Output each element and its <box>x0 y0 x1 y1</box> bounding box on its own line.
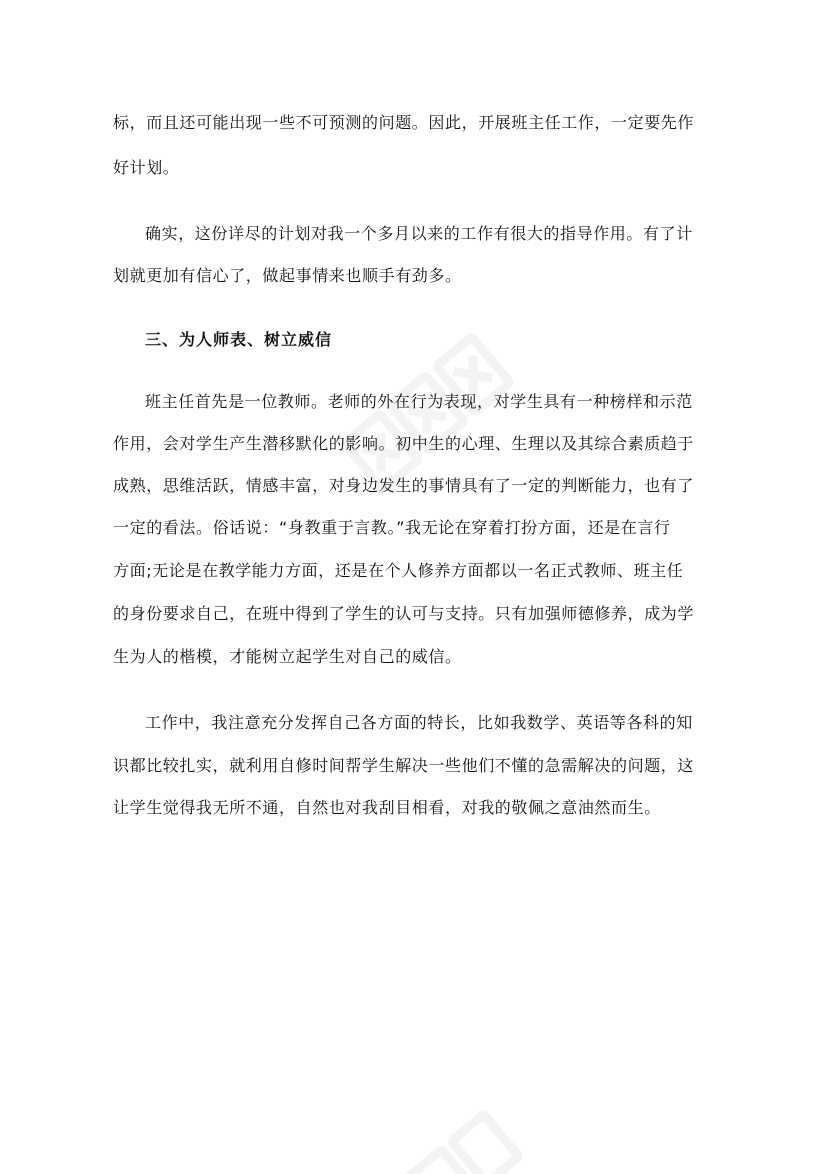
paragraph-line: 确实，这份详尽的计划对我一个多月以来的工作有很大的指导作用。有了计 <box>145 224 693 243</box>
paragraph-line: 班主任首先是一位教师。老师的外在行为表现，对学生具有一种榜样和示范 <box>145 392 693 411</box>
paragraph-line: 划就更加有信心了，做起事情来也顺手有劲多。 <box>113 266 462 285</box>
paragraph-line: 作用，会对学生产生潜移默化的影响。初中生的心理、生理以及其综合素质趋于 <box>113 434 695 453</box>
paragraph-line: 标，而且还可能出现一些不可预测的问题。因此，开展班主任工作，一定要先作 <box>113 113 695 132</box>
paragraph-line: 方面;无论是在教学能力方面，还是在个人修养方面都以一名正式教师、班主任 <box>113 561 684 580</box>
paragraph-line: 的身份要求自己，在班中得到了学生的认可与支持。只有加强师德修养，成为学 <box>113 604 695 623</box>
paragraph-line: 生为人的楷模，才能树立起学生对自己的威信。 <box>113 647 462 666</box>
paragraph-line: 好计划。 <box>113 158 180 177</box>
paragraph-line: 成熟，思维活跃，情感丰富，对身边发生的事情具有了一定的判断能力，也有了 <box>113 476 695 495</box>
paragraph-line: 工作中，我注意充分发挥自己各方面的特长，比如我数学、英语等各科的知 <box>145 713 693 732</box>
paragraph-line: 识都比较扎实，就利用自修时间帮学生解决一些他们不懂的急需解决的问题，这 <box>113 756 695 775</box>
paragraph-line: 让学生觉得我无所不通，自然也对我刮目相看，对我的敬佩之意油然而生。 <box>113 798 661 817</box>
section-heading: 三、为人师表、树立威信 <box>145 330 333 349</box>
paragraph-line: 一定的看法。俗话说：“身教重于言教。”我无论在穿着打扮方面，还是在言行 <box>113 518 671 537</box>
watermark-logo-icon <box>300 290 550 540</box>
watermark-logo-icon-bottom <box>330 1080 550 1174</box>
